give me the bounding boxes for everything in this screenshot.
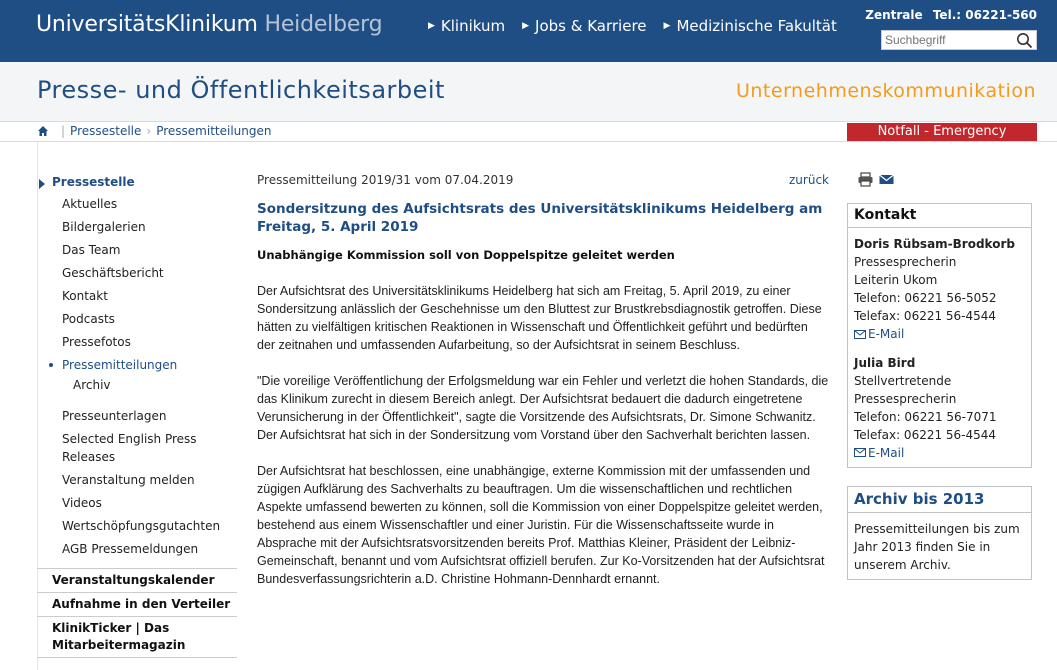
contact-name: Doris Rübsam-Brodkorb	[854, 237, 1015, 251]
contact-box-title: Kontakt	[848, 204, 1031, 228]
article-meta-text: Pressemitteilung 2019/31 vom 07.04.2019	[257, 173, 514, 187]
contact-email-link[interactable]	[854, 444, 904, 462]
logo-part1: UniversitätsKlinikum	[36, 12, 258, 37]
contact-email-link[interactable]	[854, 325, 904, 343]
sidebar-item-verteiler[interactable]: Aufnahme in den Verteiler	[37, 592, 237, 616]
article-paragraph: Der Aufsichtsrat hat beschlossen, eine unabhängige, externe Kommission mit der umfassenden und zügigen Aufklärung des Sachverhalts zu beauftragen. Um die wissenschaftlichen und rechtlichen Aspekte umfassend bewerten zu können, soll die Kommission von einer Doppelspitze geleitet werden, bestehend aus einem Wissenschaftler und einer Juristin. Für die Wissenschaftsseite wurde in Absprache mit der Aufsichtsratsvorsitzenden bereits Prof. Matthias Kleiner, Präsident der Leibniz-Gemeinschaft, benannt und vom Aufsichtsrat offiziell berufen. Zur Ko-Vorsitzenden hat der Aufsichtsrat Bundesverfassungsrichterin a.D. Christine Hohmann-Dennhardt ernannt.	[257, 464, 825, 586]
print-icon[interactable]	[857, 172, 874, 187]
article-paragraph: Der Aufsichtsrat des Universitätsklinikums Heidelberg hat sich am Freitag, 5. April 2019, zu einer Sondersitzung anlässlich der Geschehnisse um den Bluttest zur Brustkrebsdiagnostik getroffen. Diese hätten zu vielfältigen kritischen Reaktionen in Wissenschaft und Öffentlichkeit geführt und bedürften der zeitnahen und umfassenden Aufarbeitung, so der Aufsichtsrat in seinem Beschluss.	[257, 284, 822, 352]
archive-box-text[interactable]: Pressemitteilungen bis zum Jahr 2013 finden Sie in unserem Archiv.	[854, 522, 1020, 572]
contact-role: Pressesprecherin	[854, 391, 957, 406]
sidebar-item-videos[interactable]: Videos	[62, 496, 102, 510]
top-header	[0, 0, 1057, 62]
envelope-icon[interactable]	[878, 172, 895, 187]
contact-role: Leiterin Ukom	[854, 273, 938, 287]
article-tools	[857, 172, 895, 187]
nav-label: Jobs & Karriere	[535, 17, 647, 35]
sidebar-nav	[37, 170, 237, 658]
page-title: Presse- und Öffentlichkeitsarbeit	[37, 76, 445, 104]
breadcrumb	[37, 124, 271, 138]
article	[257, 173, 829, 588]
breadcrumb-pressemitteilungen[interactable]: Pressemitteilungen	[156, 124, 272, 138]
contact-box-content	[848, 228, 1031, 467]
emergency-button[interactable]: Notfall - Emergency	[847, 123, 1037, 141]
archive-box-title[interactable]: Archiv bis 2013	[848, 487, 1031, 513]
nav-arrow-icon: ▶	[428, 21, 435, 31]
department-name: Unternehmenskommunikation	[735, 80, 1036, 102]
home-icon[interactable]	[37, 125, 49, 137]
search-input[interactable]	[882, 31, 1014, 49]
sidebar-item-kontakt[interactable]: Kontakt	[62, 289, 108, 303]
archive-box	[847, 486, 1032, 580]
contact-fax: Telefax: 06221 56-4544	[854, 309, 997, 323]
nav-jobs[interactable]	[522, 17, 646, 35]
contact-role: Pressesprecherin	[854, 255, 957, 269]
zentrale-phone[interactable]: Tel.: 06221-560	[932, 8, 1037, 22]
breadcrumb-pressestelle[interactable]: Pressestelle	[70, 124, 142, 138]
envelope-icon	[854, 448, 866, 457]
breadcrumb-separator: ›	[146, 124, 152, 138]
main-nav	[428, 17, 837, 35]
nav-label: Klinikum	[440, 17, 506, 35]
sidebar-item-wertschoepfung[interactable]: Wertschöpfungsgutachten	[62, 519, 221, 533]
nav-klinikum[interactable]	[428, 17, 505, 35]
contact-role: Stellvertretende	[854, 373, 952, 388]
zentrale-info	[859, 8, 1037, 22]
site-logo[interactable]	[36, 12, 382, 37]
search-icon[interactable]	[1016, 32, 1033, 49]
article-meta	[257, 173, 829, 187]
article-subheadline: Unabhängige Kommission soll von Doppelspitze geleitet werden	[257, 248, 675, 262]
sidebar-item-veranstaltung-melden[interactable]: Veranstaltung melden	[62, 473, 195, 487]
sidebar-item-english-releases[interactable]: Selected English Press Releases	[62, 432, 197, 464]
sidebar-item-veranstaltungskalender[interactable]: Veranstaltungskalender	[37, 568, 237, 592]
breadcrumb-row	[0, 122, 1057, 142]
contact-name: Julia Bird	[854, 355, 916, 370]
sidebar-item-geschaeftsbericht[interactable]: Geschäftsbericht	[62, 266, 164, 280]
breadcrumb-separator: |	[61, 124, 66, 138]
zentrale-label: Zentrale	[865, 8, 923, 22]
sidebar-item-agb[interactable]: AGB Pressemeldungen	[62, 542, 199, 556]
contact-phone: Telefon: 06221 56-5052	[854, 291, 997, 305]
article-headline: Sondersitzung des Aufsichtsrats des Universitätsklinikums Heidelberg am Freitag, 5. April 2019	[257, 201, 823, 235]
contact-box	[847, 203, 1032, 468]
article-paragraph: "Die voreilige Veröffentlichung der Erfolgsmeldung war ein Fehler und verletzt die hohen Standards, die das Klinikum zurecht in diesem Bereich anlegt. Der Aufsichtsrat bedauert die dadurch eingetretene Verunsicherung in der Öffentlichkeit", sagte die Vorsitzende des Aufsichtsrats, Dr. Simone Schwanitz. Der Aufsichtsrat hat sich in der Sondersitzung vom Vorstand über den Sachverhalt berichten lassen.	[257, 374, 829, 442]
sidebar-item-podcasts[interactable]: Podcasts	[62, 312, 115, 326]
contact-email-label: E-Mail	[868, 327, 905, 341]
nav-arrow-icon: ▶	[663, 21, 671, 31]
nav-label: Medizinische Fakultät	[676, 17, 837, 35]
search-box	[881, 30, 1037, 50]
contact-email-label: E-Mail	[868, 445, 905, 460]
sidebar-item-bildergalerien[interactable]: Bildergalerien	[62, 220, 146, 234]
sidebar-item-klinikticker[interactable]: KlinikTicker | Das Mitarbeitermagazin	[37, 616, 237, 658]
sidebar-item-pressemitteilungen[interactable]: Pressemitteilungen	[37, 354, 237, 377]
logo-part2: Heidelberg	[264, 12, 383, 37]
sidebar-item-aktuelles[interactable]: Aktuelles	[62, 197, 118, 211]
back-link[interactable]: zurück	[789, 173, 829, 187]
contact-fax: Telefax: 06221 56-4544	[854, 427, 997, 442]
sidebar-subitem-archiv[interactable]: Archiv	[73, 378, 111, 392]
sidebar-item-pressefotos[interactable]: Pressefotos	[62, 335, 131, 349]
title-band	[0, 62, 1057, 122]
contact-phone: Telefon: 06221 56-7071	[854, 409, 997, 424]
sidebar-item-presseunterlagen[interactable]: Presseunterlagen	[62, 409, 167, 423]
sidebar-item-team[interactable]: Das Team	[62, 243, 121, 257]
nav-fakultaet[interactable]	[664, 17, 837, 35]
nav-arrow-icon: ▶	[522, 21, 530, 31]
sidebar-section-pressestelle[interactable]: Pressestelle	[37, 170, 237, 193]
envelope-icon	[854, 330, 866, 339]
